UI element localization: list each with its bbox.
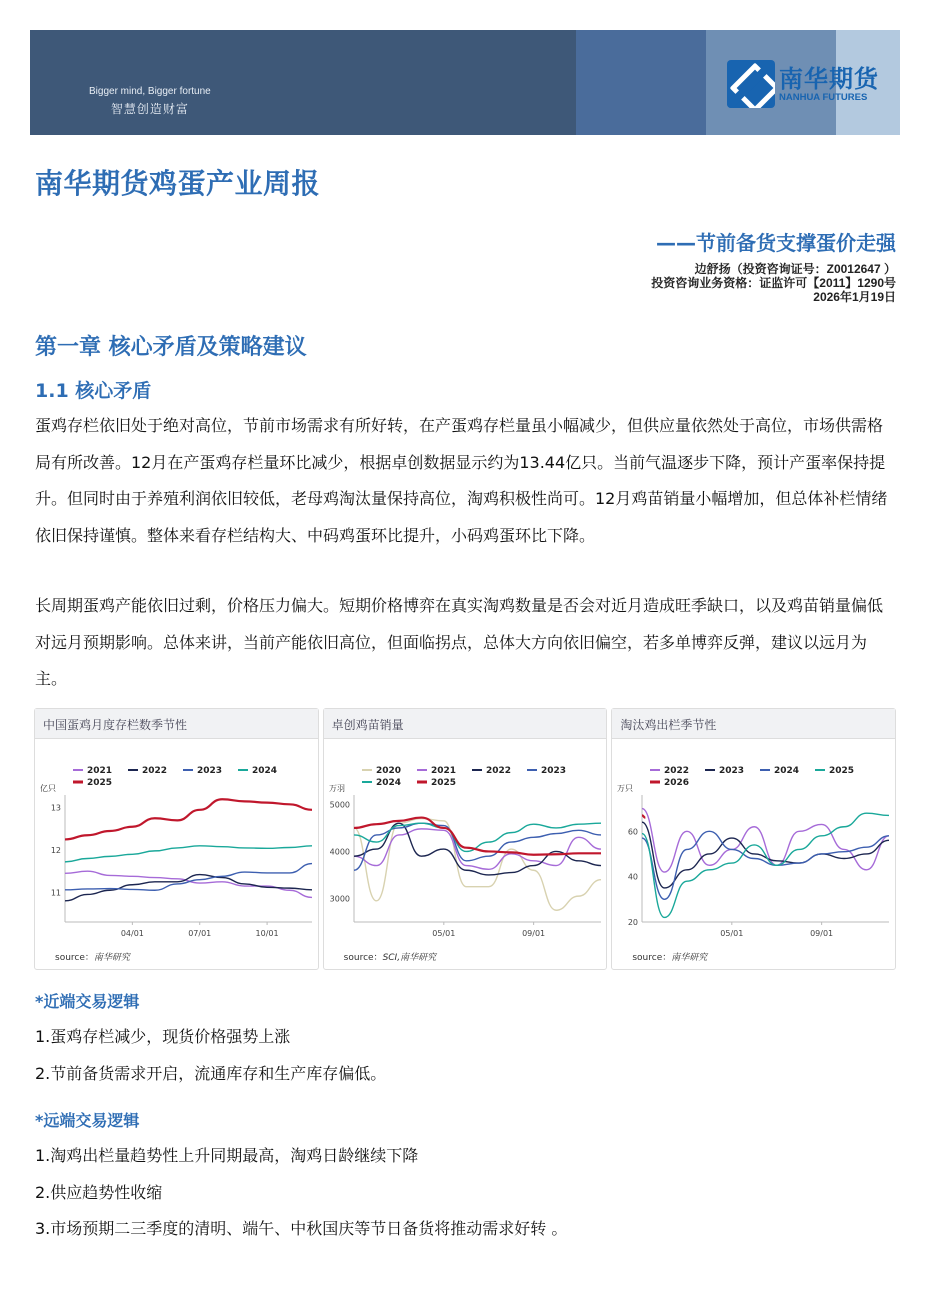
- svg-text:09/01: 09/01: [810, 929, 834, 938]
- logo-icon: [727, 60, 775, 108]
- svg-text:2025: 2025: [430, 778, 456, 788]
- line-chart: [324, 739, 611, 949]
- svg-text:05/01: 05/01: [720, 929, 744, 938]
- svg-text:2023: 2023: [197, 766, 223, 776]
- svg-text:2022: 2022: [664, 766, 690, 776]
- svg-text:4000: 4000: [329, 847, 350, 857]
- chart-title: 卓创鸡苗销量: [324, 709, 607, 739]
- svg-text:5000: 5000: [329, 800, 350, 810]
- svg-text:40: 40: [628, 872, 639, 882]
- svg-text:2022: 2022: [485, 766, 511, 776]
- svg-text:2023: 2023: [540, 766, 566, 776]
- svg-text:60: 60: [628, 827, 639, 837]
- svg-text:2024: 2024: [252, 766, 278, 776]
- svg-text:13: 13: [50, 803, 61, 813]
- svg-text:2023: 2023: [719, 766, 745, 776]
- svg-text:2021: 2021: [430, 766, 456, 776]
- svg-text:2020: 2020: [375, 766, 401, 776]
- slogan: [89, 86, 211, 117]
- svg-text:3000: 3000: [329, 894, 350, 904]
- report-meta: [651, 262, 896, 304]
- chart-source: source：南华研究: [632, 953, 708, 963]
- list-item: 1.蛋鸡存栏减少，现货价格强势上涨: [35, 1027, 291, 1046]
- section-title: 1.1 核心矛盾: [35, 380, 152, 402]
- list-item: 1.淘鸡出栏量趋势性上升同期最高，淘鸡日龄继续下降: [35, 1146, 419, 1165]
- svg-text:2026: 2026: [664, 778, 690, 788]
- svg-text:亿只: 亿只: [40, 784, 56, 793]
- svg-text:09/01: 09/01: [521, 929, 545, 938]
- svg-text:2024: 2024: [774, 766, 800, 776]
- svg-text:2022: 2022: [142, 766, 168, 776]
- logo-en: NANHUA FUTURES: [779, 91, 868, 103]
- report-subtitle: ——节前备货支撑蛋价走强: [656, 231, 896, 255]
- chart-title: 淘汰鸡出栏季节性: [612, 709, 895, 739]
- near-logic-title: *近端交易逻辑: [35, 992, 140, 1011]
- line-chart: [35, 739, 322, 949]
- license: 投资咨询业务资格：证监许可【2011】1290号: [651, 276, 896, 290]
- line-chart: [612, 739, 899, 949]
- slogan-cn: 智慧创造财富: [110, 102, 189, 116]
- logo-cn: 南华期货: [779, 64, 879, 93]
- chart-card: [611, 708, 896, 970]
- paragraph: 长周期蛋鸡产能依旧过剩，价格压力偏大。短期价格博弈在真实淘鸡数量是否会对近月造成旺季缺口，以及鸡苗销量偏低对远月预期影响。总体来讲，当前产能依旧高位，但面临拐点，总体大方向依旧偏空，若多单博弈反弹，建议以远月为主。: [35, 596, 884, 688]
- svg-text:11: 11: [50, 888, 61, 898]
- banner-block-dark: [30, 30, 576, 135]
- svg-text:12: 12: [50, 846, 61, 856]
- chart-source: source：SCI,南华研究: [343, 953, 437, 963]
- slogan-en: Bigger mind, Bigger fortune: [89, 86, 211, 97]
- list-item: 3.市场预期二三季度的清明、端午、中秋国庆等节日备货将推动需求好转 。: [35, 1219, 568, 1238]
- list-item: 2.供应趋势性收缩: [35, 1183, 163, 1202]
- company-logo: [727, 60, 879, 108]
- list-item: 2.节前备货需求开启，流通库存和生产库存偏低。: [35, 1064, 387, 1083]
- svg-text:万羽: 万羽: [328, 784, 345, 793]
- svg-text:10/01: 10/01: [255, 929, 279, 938]
- svg-text:07/01: 07/01: [188, 929, 212, 938]
- chapter-title: 第一章 核心矛盾及策略建议: [35, 335, 307, 360]
- svg-text:2025: 2025: [829, 766, 855, 776]
- svg-text:05/01: 05/01: [431, 929, 456, 938]
- chart-card: [323, 708, 608, 970]
- author: 边舒扬（投资咨询证号：Z0012647 ）: [694, 262, 896, 276]
- svg-text:2021: 2021: [87, 766, 113, 776]
- chart-title: 中国蛋鸡月度存栏数季节性: [35, 709, 318, 739]
- banner-block-mid: [576, 30, 706, 135]
- svg-text:20: 20: [628, 918, 639, 927]
- chart-source: source：南华研究: [55, 953, 130, 963]
- report-date: 2026年1月19日: [813, 290, 896, 304]
- svg-text:万只: 万只: [617, 784, 634, 793]
- svg-text:2025: 2025: [87, 778, 113, 788]
- report-title: 南华期货鸡蛋产业周报: [35, 167, 321, 200]
- svg-text:2024: 2024: [375, 778, 401, 788]
- paragraph: 蛋鸡存栏依旧处于绝对高位，节前市场需求有所好转，在产蛋鸡存栏量虽小幅减少，但供应量依然处于高位，市场供需格局有所改善。12月在产蛋鸡存栏量环比减少，根据卓创数据显示约为13.44亿只。当前气温逐步下降，预计产蛋率保持提升。但同时由于养殖利润依旧较低，老母鸡淘汰量保持高位，淘鸡积极性尚可。12月鸡苗销量小幅增加，但总体补栏情绪依旧保持谨慎。整体来看存栏结构大、中码鸡蛋环比提升，小码鸡蛋环比下降。: [35, 416, 888, 545]
- svg-text:04/01: 04/01: [120, 929, 144, 938]
- chart-card: [34, 708, 319, 970]
- chart-row: [34, 708, 896, 970]
- far-logic-title: *远端交易逻辑: [35, 1111, 140, 1130]
